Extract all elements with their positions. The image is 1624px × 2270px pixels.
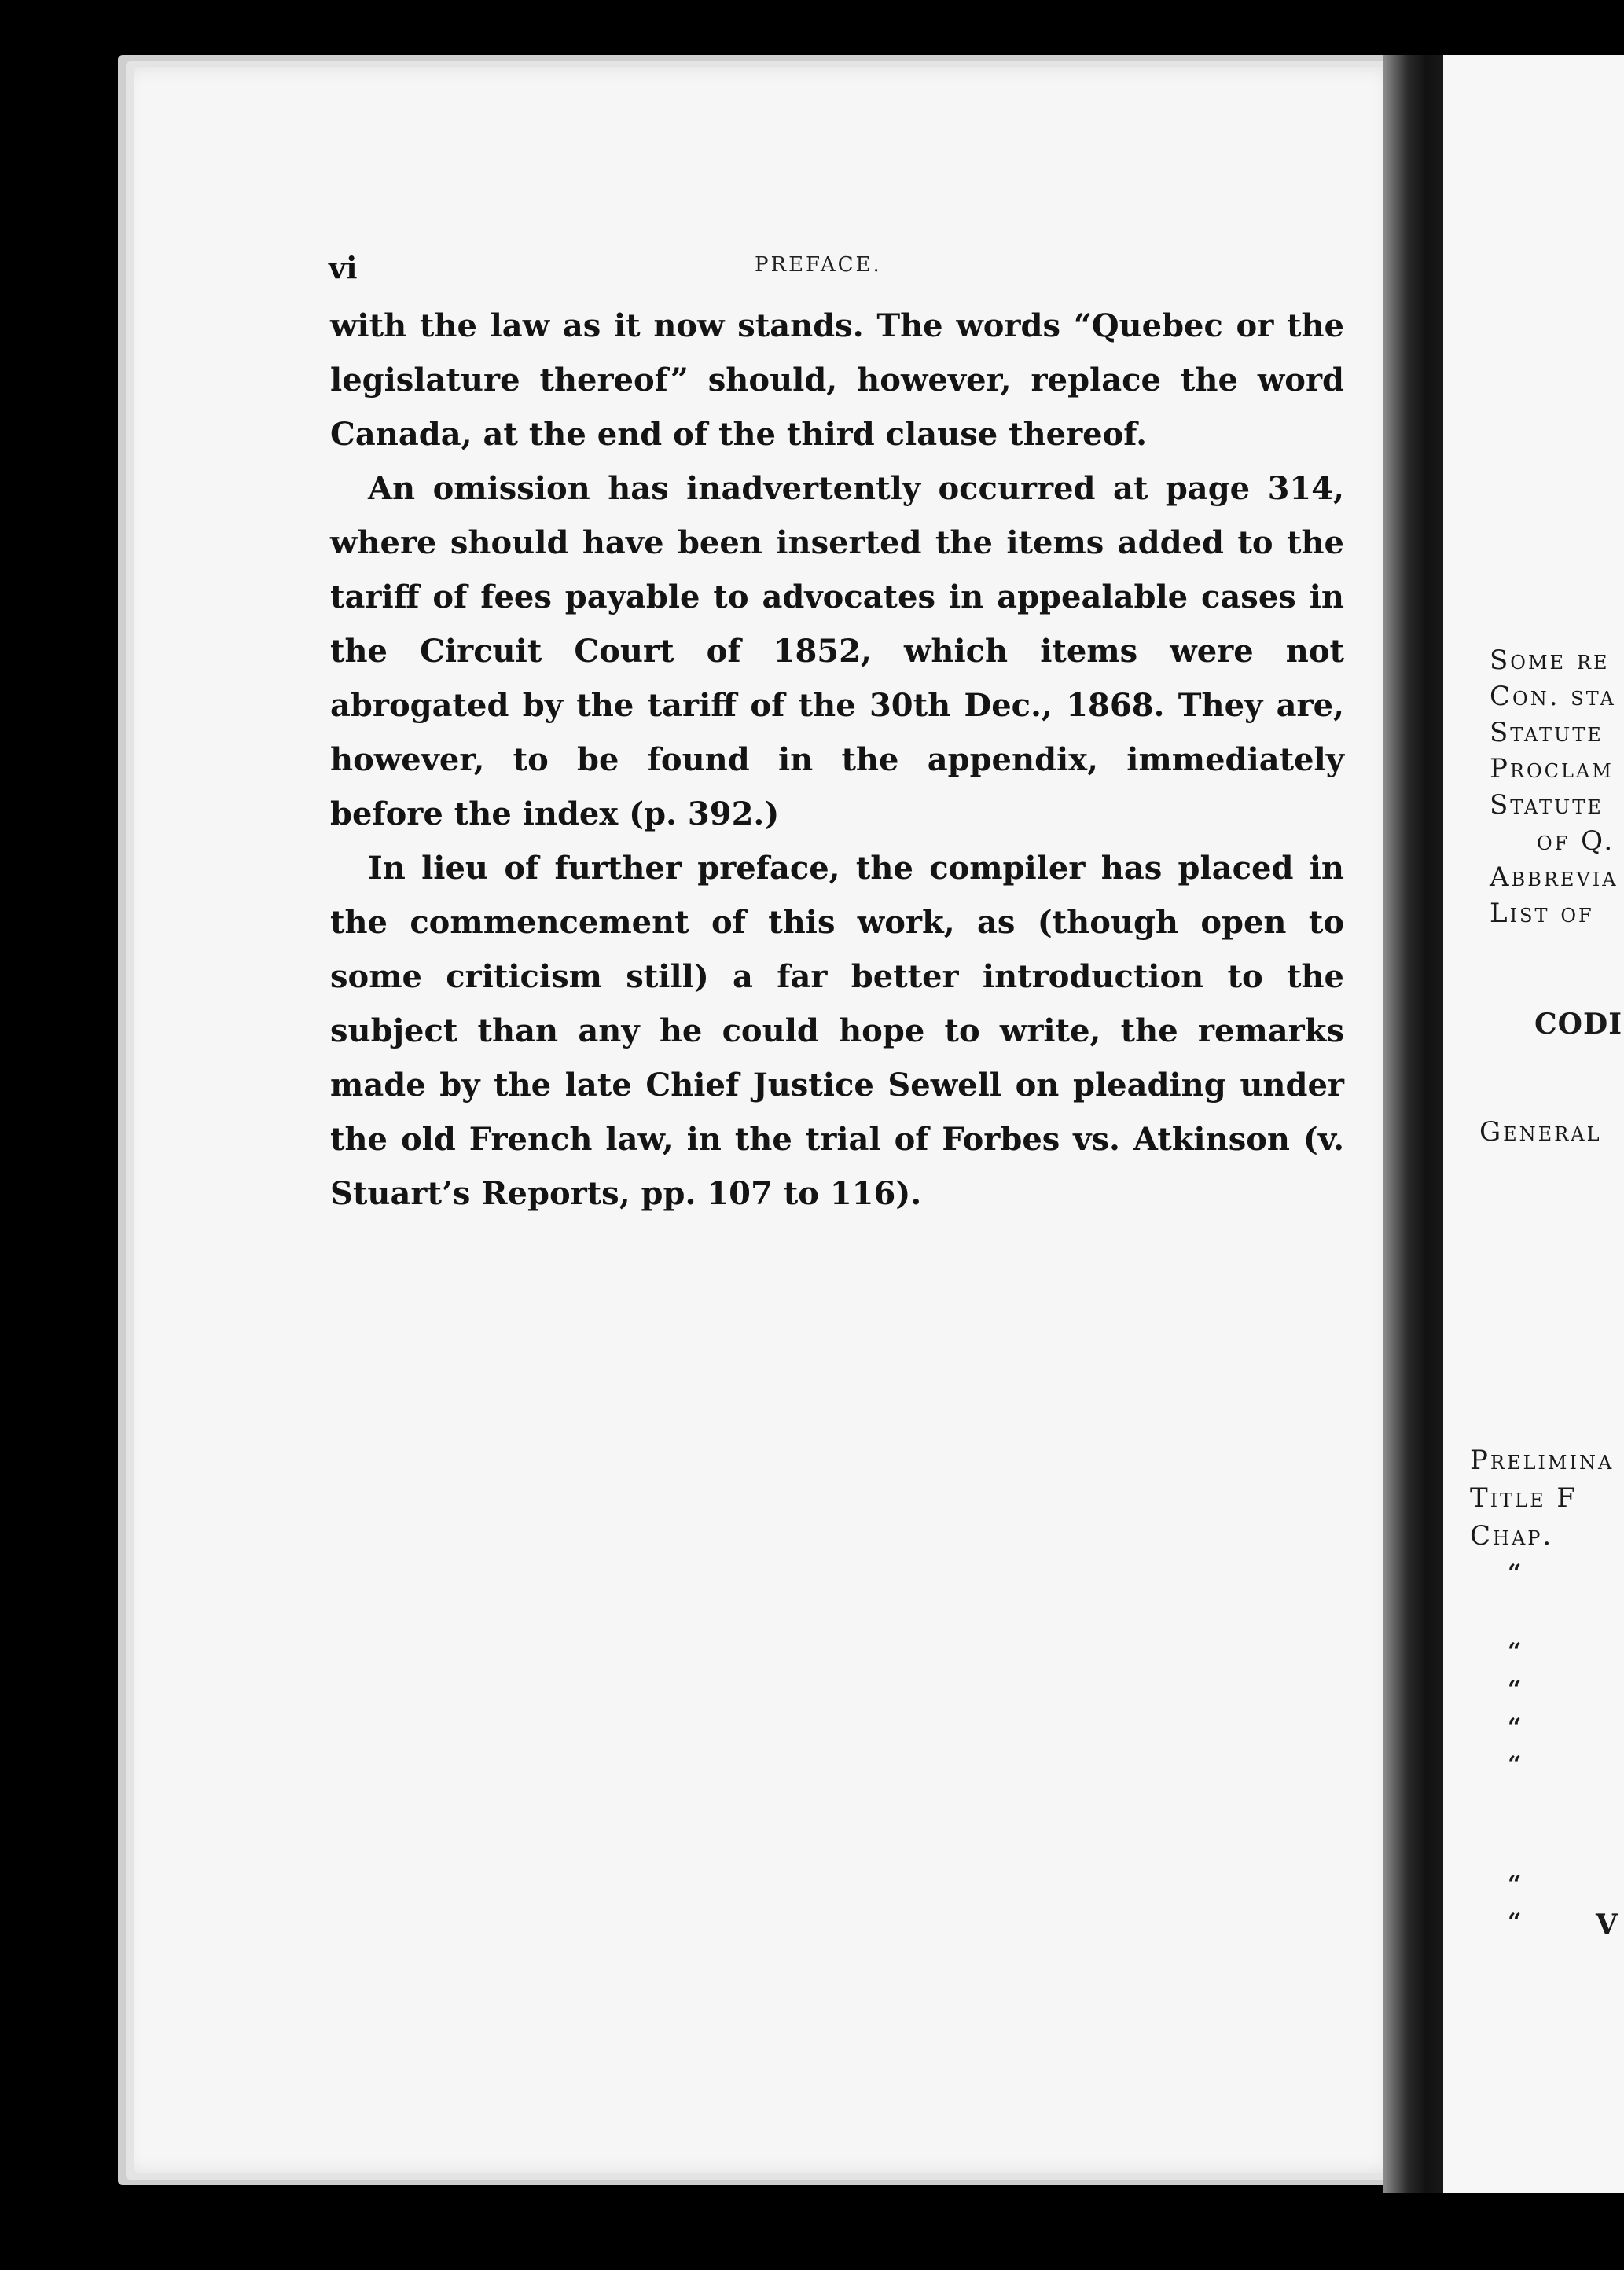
ditto-mark: “: [1508, 1638, 1523, 1666]
ditto-mark: “: [1508, 1559, 1523, 1587]
book-gutter: [1383, 55, 1445, 2193]
toc-item: Statute: [1490, 789, 1604, 821]
section-heading: CODI: [1534, 1008, 1623, 1041]
ditto-mark: “: [1508, 1714, 1523, 1741]
toc-item: Statute: [1490, 717, 1604, 748]
preface-body: [330, 299, 1344, 1221]
line-fragment: V: [1596, 1908, 1618, 1941]
chapter-item: Chap.: [1470, 1520, 1554, 1552]
general-heading: General: [1479, 1116, 1602, 1148]
ditto-mark: “: [1508, 1676, 1523, 1703]
ditto-mark: “: [1508, 1908, 1523, 1936]
ditto-mark: “: [1508, 1871, 1523, 1898]
running-title: PREFACE.: [755, 253, 882, 277]
chapter-item: Prelimina: [1470, 1445, 1615, 1476]
page-number: vi: [329, 250, 358, 285]
chapter-item: Title F: [1470, 1482, 1578, 1514]
paragraph: In lieu of further preface, the compiler has placed in the commencement of this work, as (though open to some criticism still) a far better introduction to the subject than any he could hope to write, the remarks made by the late Chief Justice Sewell on pleading under the old French law, in the trial of Forbes vs. Atkinson (v. Stuart’s Reports, pp. 107 to 116).: [330, 850, 1344, 1212]
toc-item: Proclam: [1490, 753, 1614, 784]
toc-item: Some re: [1490, 645, 1610, 676]
ditto-mark: “: [1508, 1751, 1523, 1779]
paragraph: with the law as it now stands. The words “Quebec or the legislature thereof” should, however, replace the word Canada, at the end of the third clause thereof.: [330, 307, 1344, 453]
toc-item: Con. sta: [1490, 681, 1616, 712]
toc-item: Abbrevia: [1490, 861, 1618, 893]
toc-item: of Q.: [1537, 825, 1615, 857]
toc-item: List of: [1490, 898, 1594, 929]
paragraph: An omission has inadvertently occurred at page 314, where should have been inserted the items added to the tariff of fees payable to advocates in appealable cases in the Circuit Court of 1852, which items were not abrogated by the tariff of the 30th Dec., 1868. They are, however, to be found in the appendix, immediately before the index (p. 392.): [330, 470, 1344, 832]
